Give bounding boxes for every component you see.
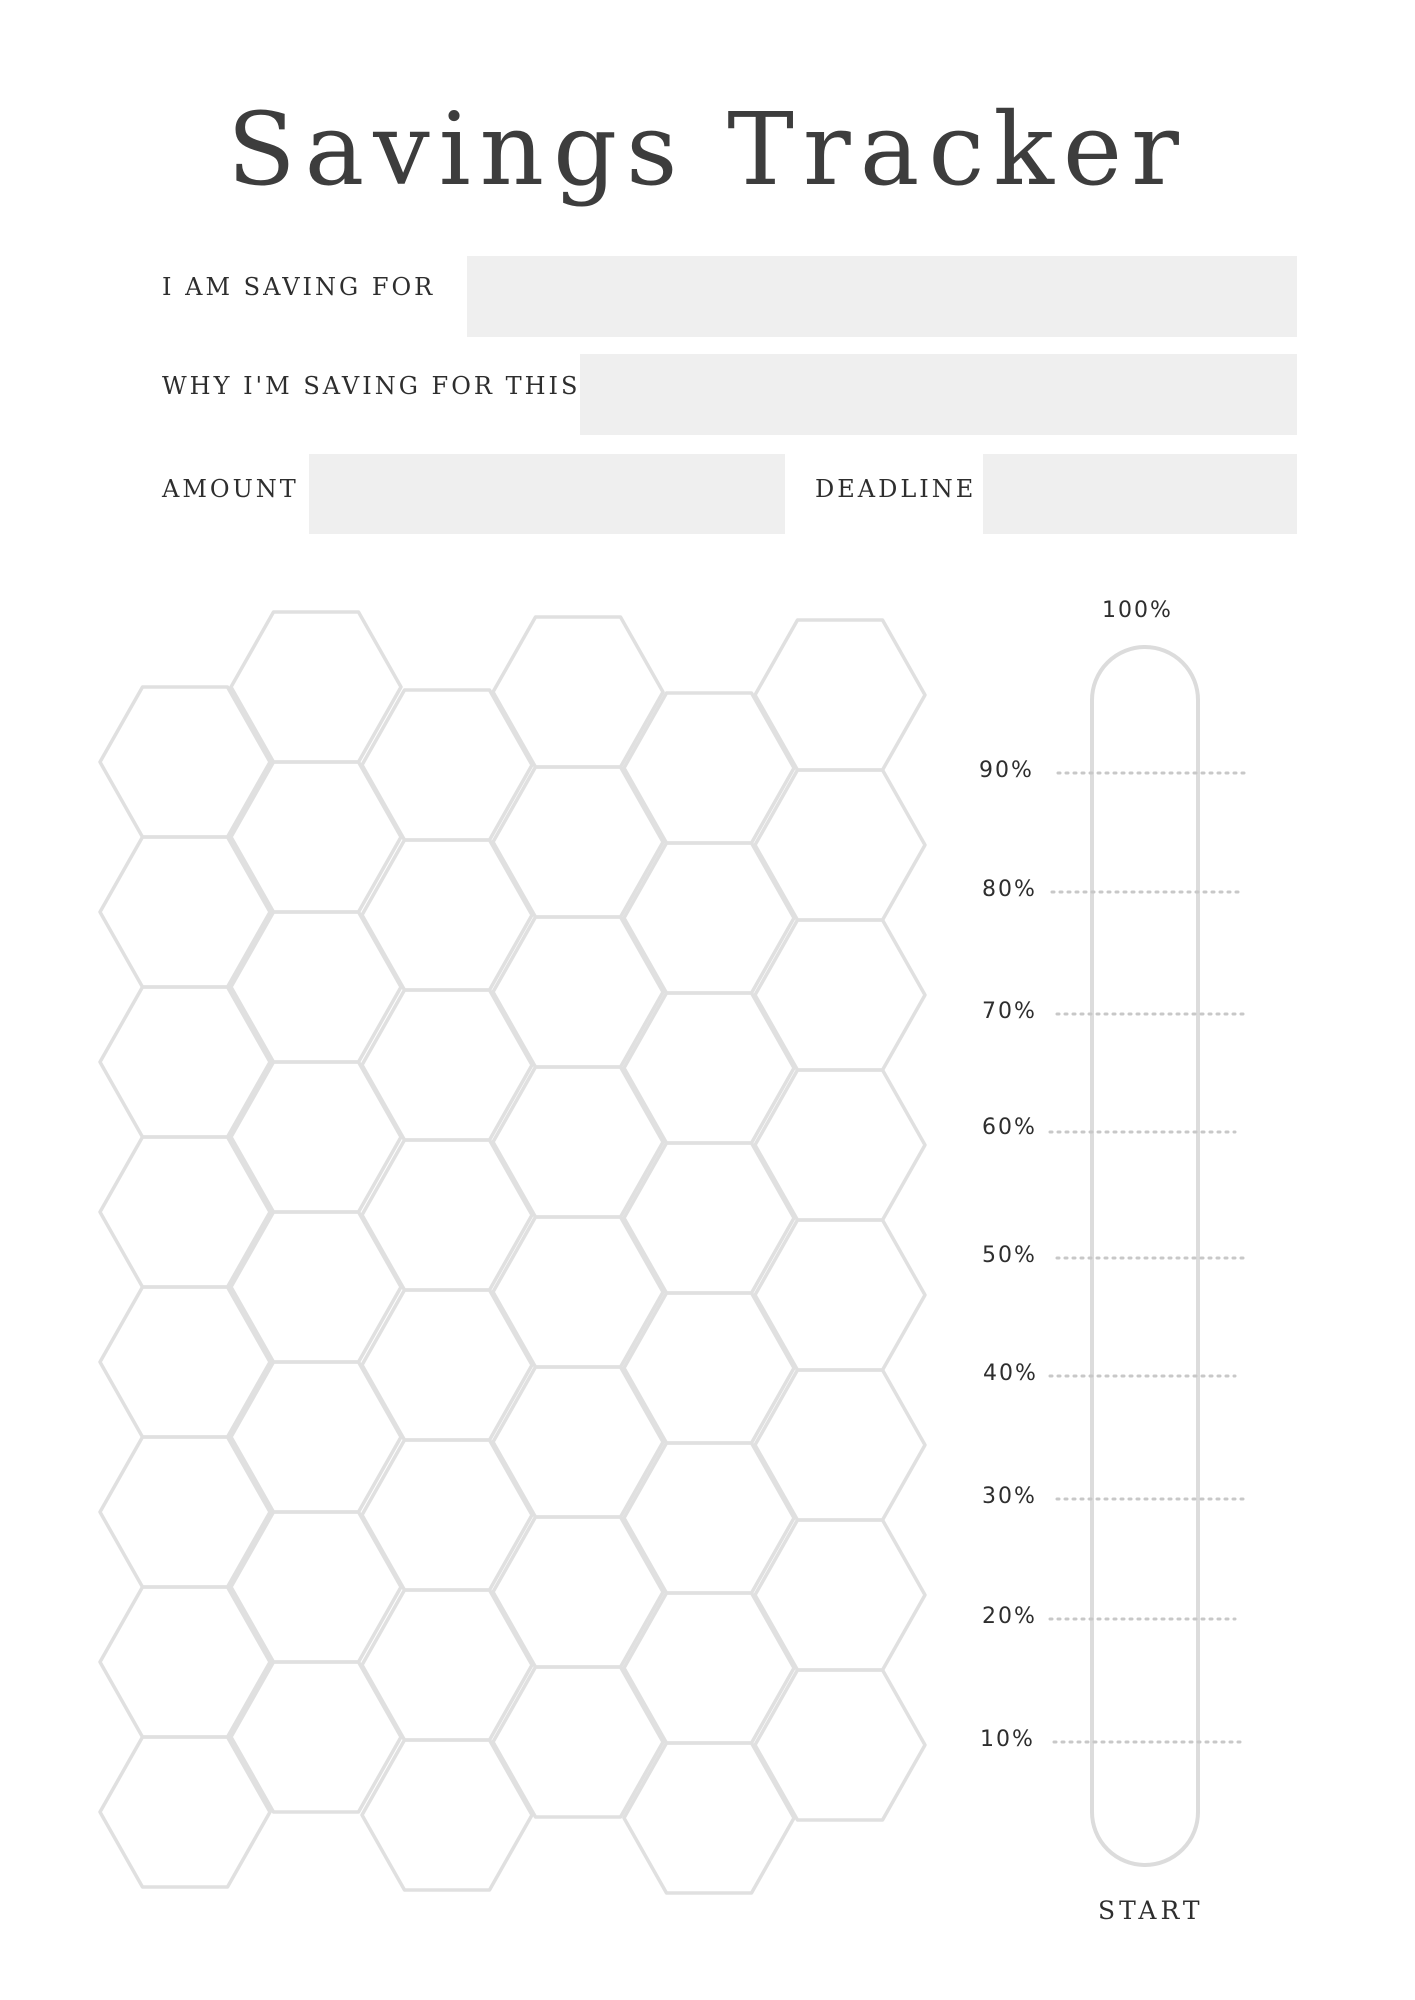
level-label-50: 50% bbox=[982, 1243, 1037, 1268]
thermometer-tube bbox=[1092, 647, 1198, 1865]
level-label-20: 20% bbox=[982, 1604, 1037, 1629]
level-guide-lines bbox=[1050, 773, 1250, 1742]
deadline-label: DEADLINE bbox=[815, 475, 977, 503]
level-label-60: 60% bbox=[982, 1115, 1037, 1140]
level-label-10: 10% bbox=[980, 1727, 1035, 1752]
level-label-100: 100% bbox=[1102, 598, 1173, 623]
level-label-70: 70% bbox=[982, 999, 1037, 1024]
why-saving-label: WHY I'M SAVING FOR THIS bbox=[162, 372, 581, 400]
level-label-90: 90% bbox=[979, 758, 1034, 783]
level-label-40: 40% bbox=[983, 1361, 1038, 1386]
start-label: START bbox=[1098, 1896, 1204, 1925]
page-title: Savings Tracker bbox=[227, 91, 1188, 208]
amount-label: AMOUNT bbox=[162, 475, 299, 503]
level-label-30: 30% bbox=[982, 1484, 1037, 1509]
level-label-80: 80% bbox=[982, 877, 1037, 902]
hex-grid bbox=[100, 612, 925, 1893]
saving-for-label: I AM SAVING FOR bbox=[162, 273, 436, 301]
